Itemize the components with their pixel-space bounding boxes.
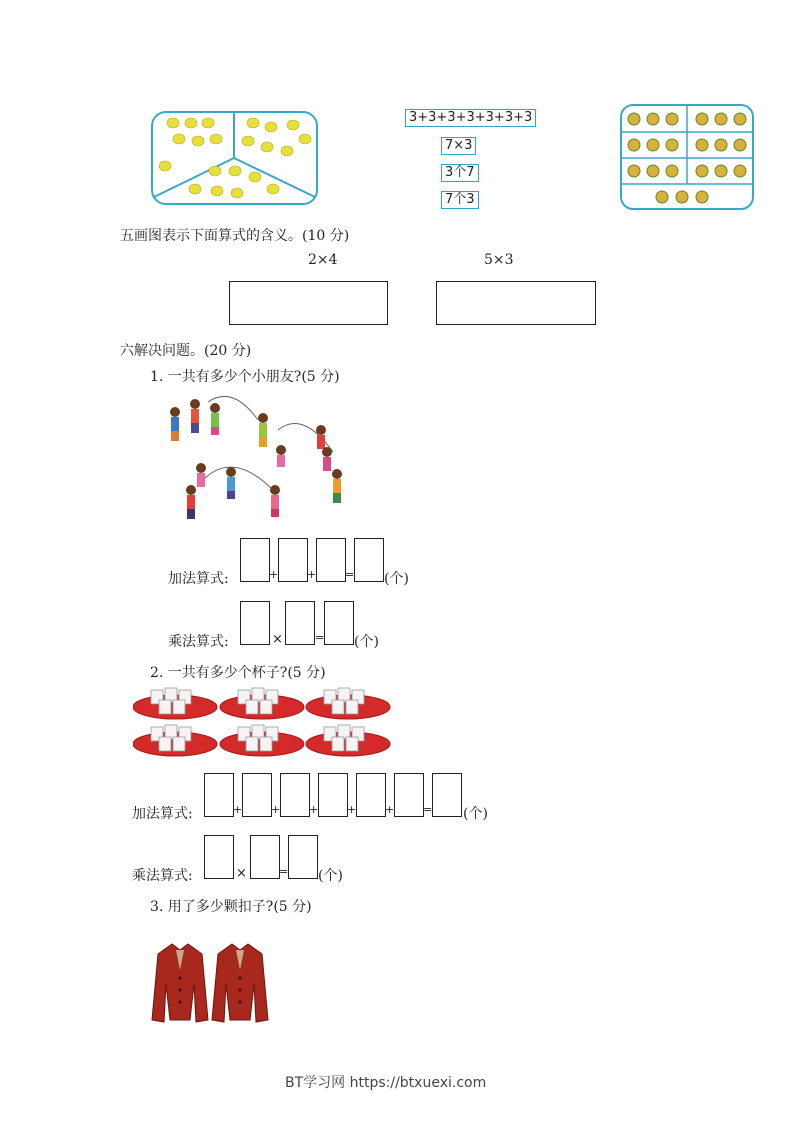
option-3-sevens: 3个7	[441, 164, 479, 182]
plus-sign: +	[233, 803, 243, 816]
q1-add-box-1[interactable]	[240, 538, 270, 582]
expr-5x3: 5×3	[484, 252, 514, 268]
q1-text: 1. 一共有多少个小朋友?(5 分)	[150, 369, 340, 385]
two-jackets-illustration	[150, 940, 272, 1024]
q2-add-box-6[interactable]	[394, 773, 424, 817]
q1-add-label: 加法算式:	[168, 571, 229, 587]
option-7-threes: 7个3	[441, 191, 479, 209]
drawing-box-2x4[interactable]	[229, 281, 388, 325]
q2-add-box-4[interactable]	[318, 773, 348, 817]
q2-mul-result-box[interactable]	[288, 835, 318, 879]
q1-mul-box-2[interactable]	[285, 601, 315, 645]
equals-sign: =	[345, 568, 355, 581]
equals-sign: =	[279, 865, 289, 878]
grouped-animals-illustration	[620, 104, 754, 210]
expr-2x4: 2×4	[308, 252, 338, 268]
footer-watermark: BT学习网 https://btxuexi.com	[285, 1075, 487, 1091]
chicks-illustration	[151, 111, 318, 205]
q1-add-unit: (个)	[384, 571, 409, 587]
q1-add-box-3[interactable]	[316, 538, 346, 582]
q2-mul-box-2[interactable]	[250, 835, 280, 879]
q2-add-label: 加法算式:	[132, 806, 193, 822]
q1-mul-result-box[interactable]	[324, 601, 354, 645]
drawing-box-5x3[interactable]	[436, 281, 596, 325]
q1-mul-unit: (个)	[354, 634, 379, 650]
q2-add-box-2[interactable]	[242, 773, 272, 817]
times-sign: ×	[236, 866, 247, 881]
plus-sign: +	[347, 803, 357, 816]
q2-add-result-box[interactable]	[432, 773, 462, 817]
section6-title: 六解决问题。(20 分)	[120, 343, 252, 359]
q2-mul-label: 乘法算式:	[132, 868, 193, 884]
cups-on-trays-illustration	[133, 686, 393, 760]
q1-mul-box-1[interactable]	[240, 601, 270, 645]
plus-sign: +	[385, 803, 395, 816]
q1-add-box-2[interactable]	[278, 538, 308, 582]
plus-sign: +	[271, 803, 281, 816]
q2-add-box-3[interactable]	[280, 773, 310, 817]
plus-sign: +	[269, 568, 279, 581]
q1-mul-label: 乘法算式:	[168, 634, 229, 650]
option-7-times-3: 7×3	[441, 137, 476, 155]
plus-sign: +	[307, 568, 317, 581]
q2-add-box-1[interactable]	[204, 773, 234, 817]
equals-sign: =	[315, 631, 325, 644]
q1-add-result-box[interactable]	[354, 538, 384, 582]
times-sign: ×	[272, 632, 283, 647]
q3-text: 3. 用了多少颗扣子?(5 分)	[150, 899, 312, 915]
section5-title: 五画图表示下面算式的含义。(10 分)	[120, 228, 350, 244]
q2-text: 2. 一共有多少个杯子?(5 分)	[150, 665, 326, 681]
plus-sign: +	[309, 803, 319, 816]
q2-mul-box-1[interactable]	[204, 835, 234, 879]
q2-add-box-5[interactable]	[356, 773, 386, 817]
q2-mul-unit: (个)	[318, 868, 343, 884]
equals-sign: =	[423, 803, 433, 816]
children-jump-rope-illustration	[163, 390, 353, 530]
q2-add-unit: (个)	[463, 806, 488, 822]
option-repeated-addition: 3+3+3+3+3+3+3	[405, 109, 536, 127]
